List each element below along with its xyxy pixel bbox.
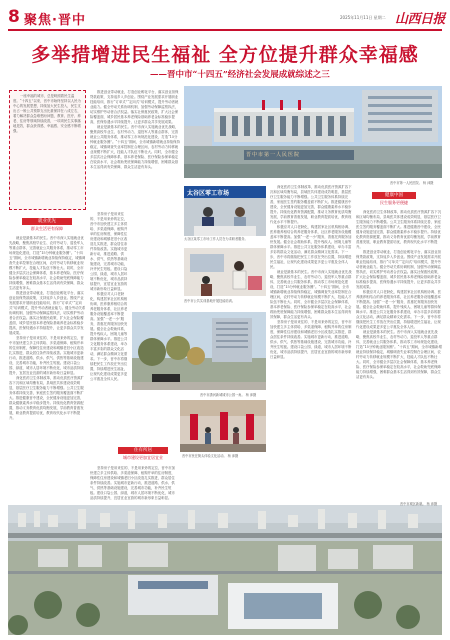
column-4-text: 深化医药卫生体制改革，推动优质医疗资源扩容下沉和区域均衡布局，县域医共体建设成效明显，基层医疗卫生服务能力不断增强。公共卫生服务体系持续完善，家庭医生签约服务覆盖面不断扩大。推进健康晋中建设，全民健身设施更加完善，群众健康素养水平稳步提升。持续优化教育资源配置，推动义务教育优质均衡发展，学前教育普惠发展，职业教育提质培优，教育现代化水平不断提升。 bbox=[356, 210, 441, 249]
article-column-2 bbox=[90, 90, 180, 210]
article-column-4 bbox=[356, 210, 442, 502]
headline-subtitle: ——晋中市“十四五”经济社会发展成就综述之三 bbox=[150, 70, 330, 80]
caption-hospital: 晋中市第一人民医院。 杨 沛摄 bbox=[390, 181, 434, 185]
job-market-scene bbox=[184, 198, 266, 236]
column-2-bottom-text: 坚持房子是用来住的、不是用来炒的定位，晋中市加快建立多主体供给、多渠道保障、租购并举的住房制度，保障性住房建设和城镇老旧小区改造扎实推进，群众居住条件持续改善。实施城市更新行动，推进道路、供水、供气、供热等基础设施建设，完善城市功能，补齐民生短板。建设口袋公园、绿道，城市人居环境不断优化，城市品质持续提升，宜居宜业宜游的城市新形象日益彰显。 bbox=[90, 466, 175, 500]
column-1-text: 就业是最基本的民生。晋中市深入实施就业优先战略，聚焦高校毕业生、农村劳动力、退役军人等重点群体，完善就业公共服务体系，推动零工市场规范化建设，打造“15分钟就业服务圈”。“十四五”期间，全市城镇新增就业持续保持稳定，城镇调查失业率控制在合理区间，农村劳动力转移就业规模不断扩大，技能人才队伍不断壮大。同时，全市健全多层次社会保障体系，基本养老保险、医疗保险参保率稳定在较高水平，社会救助兜底保障能力持续增强，困难群众基本生活得到有效保障，群众生活更有奔头。 bbox=[9, 236, 86, 290]
park-photo bbox=[132, 312, 266, 390]
article-column-3 bbox=[270, 185, 352, 495]
section-title: 聚焦·晋中 bbox=[24, 13, 86, 28]
event-scene bbox=[180, 400, 266, 452]
subhead-employment-label: 就业优先 bbox=[22, 218, 72, 225]
hospital-photo bbox=[184, 86, 442, 178]
caption-aerial: 晋中市城区新貌。 杨 沛摄 bbox=[400, 502, 438, 506]
issue-date: 2025年11月11日 星期二 bbox=[340, 15, 386, 20]
intro-box bbox=[9, 90, 86, 210]
subhead-housing-sub: 城市建设更加宜居宜业 bbox=[123, 455, 163, 460]
page-number: 8 bbox=[8, 7, 20, 27]
job-banner-text: 太谷区零工市场 bbox=[187, 190, 230, 197]
column-1-text-b: 推进创业带动就业，打造创业孵化平台，落实创业担保贷款政策，支持返乡入乡创业。围绕产业发展需求开展职业技能培训，推行“订单式”“定向式”培训模式，提升劳动者就业能力。健全劳动关系协调机制，加强劳动保障监察执法，切实维护劳动者合法权益。落实社保惠民政策，扩大社会保险覆盖面，城乡居民基本养老保险基础养老金标准稳步提高，医保待遇水平持续提升，让更多群众共享发展成果。 bbox=[9, 291, 86, 335]
column-3-text-d: 坚持房子是用来住的、不是用来炒的定位，晋中市加快建立多主体供给、多渠道保障、租购并举的住房制度，保障性住房建设和城镇老旧小区改造扎实推进，群众居住条件持续改善。实施城市更新行动，推进道路、供水、供气、供热等基础设施建设，完善城市功能，补齐民生短板。建设口袋公园、绿道，城市人居环境不断优化，城市品质持续提升，宜居宜业宜游的城市新形象日益彰显。 bbox=[270, 320, 352, 359]
headline: 多举措增进民生福祉 全方位提升群众幸福感 bbox=[31, 44, 419, 66]
column-2-text: 推进创业带动就业，打造创业孵化平台，落实创业担保贷款政策，支持返乡入乡创业。围绕产业发展需求开展职业技能培训，推行“订单式”“定向式”培训模式，提升劳动者就业能力。健全劳动关系协调机制，加强劳动保障监察执法，切实维护劳动者合法权益。落实社保惠民政策，扩大社会保险覆盖面，城乡居民基本养老保险基础养老金标准稳步提高，医保待遇水平持续提升，让更多群众共享发展成果。 bbox=[90, 90, 179, 124]
article-column-2-bottom bbox=[90, 466, 178, 502]
subhead-health bbox=[372, 192, 416, 206]
column-1-text-c: 坚持房子是用来住的、不是用来炒的定位，晋中市加快建立多主体供给、多渠道保障、租购并举的住房制度，保障性住房建设和城镇老旧小区改造扎实推进，群众居住条件持续改善。实施城市更新行动，推进道路、供水、供气、供热等基础设施建设，完善城市功能，补齐民生短板。建设口袋公园、绿道，城市人居环境不断优化，城市品质持续提升，宜居宜业宜游的城市新形象日益彰显。 bbox=[9, 336, 84, 375]
hospital-illustration bbox=[184, 86, 442, 178]
subhead-health-label: 健康中国 bbox=[372, 192, 416, 199]
caption-training: 晋中市公共实训基地开展技能培训。 bbox=[184, 299, 235, 303]
column-2-text-b: 就业是最基本的民生。晋中市深入实施就业优先战略，聚焦高校毕业生、农村劳动力、退役军人等重点群体，完善就业公共服务体系，推动零工市场规范化建设，打造“15分钟就业服务圈”。“十四五”期间，全市城镇新增就业持续保持稳定，城镇调查失业率控制在合理区间，农村劳动力转移就业规模不断扩大，技能人才队伍不断壮大。同时，全市健全多层次社会保障体系，基本养老保险、医疗保险参保率稳定在较高水平，社会救助兜底保障能力持续增强，困难群众基本生活得到有效保障，群众生活更有奔头。 bbox=[90, 125, 180, 169]
column-3-text-c: 就业是最基本的民生。晋中市深入实施就业优先战略，聚焦高校毕业生、农村劳动力、退役军人等重点群体，完善就业公共服务体系，推动零工市场规范化建设，打造“15分钟就业服务圈”。“十四五”期间，全市城镇新增就业持续保持稳定，城镇调查失业率控制在合理区间，农村劳动力转移就业规模不断扩大，技能人才队伍不断壮大。同时，全市健全多层次社会保障体系，基本养老保险、医疗保险参保率稳定在较高水平，社会救助兜底保障能力持续增强，困难群众基本生活得到有效保障，群众生活更有奔头。 bbox=[270, 270, 352, 319]
column-1-text-d: 深化医药卫生体制改革，推动优质医疗资源扩容下沉和区域均衡布局，县域医共体建设成效明显，基层医疗卫生服务能力不断增强。公共卫生服务体系持续完善，家庭医生签约服务覆盖面不断扩大。推进健康晋中建设，全民健身设施更加完善，群众健康素养水平稳步提升。持续优化教育资源配置，推动义务教育优质均衡发展，学前教育普惠发展，职业教育提质培优，教育现代化水平不断提升。 bbox=[9, 376, 84, 420]
hospital-sign: 晋中市第一人民医院 bbox=[246, 152, 301, 158]
event-photo bbox=[180, 400, 266, 452]
park-scene bbox=[132, 312, 266, 390]
article-column-2-lower bbox=[90, 212, 130, 442]
column-2-lower-text-b: 积极应对人口老龄化，构建居家社区机构相协调、医养康养相结合的养老服务体系，社区养老服务设施覆盖率不断提高。加强“一老一小”服务，普惠托育服务加快发展。健全社会救助体系，提升残疾人、困境儿童等群体保障水平。推进公共文化服务体系建设，举办丰富多彩的群众文化活动，满足群众精神文化需求。下一步，晋中市将继续把民生工作放在突出位置，持续增进民生福祉，让现代化建设成果更多更公平惠及全体人民。 bbox=[90, 292, 128, 381]
job-market-photo bbox=[184, 186, 266, 236]
intro-text: 一座幸福的城市，总是映照着民生温度。“十四五”以来，晋中市始终坚持以人民为中心的发展思想，持续加大民生投入，民生支出占一般公共预算支出比重保持在八成左右，着力解决群众急难愁盼问题，教育、医疗、养老、住房等领域持续改善，一项项民生实事落地见效，群众获得感、幸福感、安全感不断增强。 bbox=[13, 94, 81, 133]
aerial-city-photo bbox=[8, 505, 442, 635]
header-rule bbox=[8, 29, 442, 31]
newspaper-logo: 山西日报 bbox=[395, 12, 446, 27]
subhead-health-sub: 民生服务更便捷 bbox=[380, 200, 408, 205]
subhead-housing-label: 住有所居 bbox=[118, 447, 168, 454]
training-photo bbox=[184, 248, 266, 296]
aerial-city-scene bbox=[8, 505, 442, 635]
caption-job-market: 太谷区某零工市场工作人员在为求职者服务。 bbox=[184, 237, 248, 241]
column-2-lower-text: 坚持房子是用来住的、不是用来炒的定位，晋中市加快建立多主体供给、多渠道保障、租购并举的住房制度，保障性住房建设和城镇老旧小区改造扎实推进，群众居住条件持续改善。实施城市更新行动，推进道路、供水、供气、供热等基础设施建设，完善城市功能，补齐民生短板。建设口袋公园、绿道，城市人居环境不断优化，城市品质持续提升，宜居宜业宜游的城市新形象日益彰显。 bbox=[90, 212, 128, 291]
column-4-text-d: 就业是最基本的民生。晋中市深入实施就业优先战略，聚焦高校毕业生、农村劳动力、退役军人等重点群体，完善就业公共服务体系，推动零工市场规范化建设，打造“15分钟就业服务圈”。“十四五”期间，全市城镇新增就业持续保持稳定，城镇调查失业率控制在合理区间，农村劳动力转移就业规模不断扩大，技能人才队伍不断壮大。同时，全市健全多层次社会保障体系，基本养老保险、医疗保险参保率稳定在较高水平，社会救助兜底保障能力持续增强，困难群众基本生活得到有效保障，群众生活更有奔头。 bbox=[356, 330, 442, 379]
subhead-employment bbox=[22, 218, 72, 232]
caption-event: 晋中市民在街头体验文化活动。 杨 沛摄 bbox=[182, 454, 239, 458]
column-4-text-b: 推进创业带动就业，打造创业孵化平台，落实创业担保贷款政策，支持返乡入乡创业。围绕产业发展需求开展职业技能培训，推行“订单式”“定向式”培训模式，提升劳动者就业能力。健全劳动关系协调机制，加强劳动保障监察执法，切实维护劳动者合法权益。落实社保惠民政策，扩大社会保险覆盖面，城乡居民基本养老保险基础养老金标准稳步提高，医保待遇水平持续提升，让更多群众共享发展成果。 bbox=[356, 250, 441, 289]
training-scene bbox=[184, 248, 266, 296]
subhead-employment-sub: 群众生活更有保障 bbox=[31, 226, 63, 231]
caption-park: 晋中市潇河新城城市公园一角。 杨 沛摄 bbox=[200, 393, 257, 397]
column-3-text: 深化医药卫生体制改革，推动优质医疗资源扩容下沉和区域均衡布局，县域医共体建设成效明显，基层医疗卫生服务能力不断增强。公共卫生服务体系持续完善，家庭医生签约服务覆盖面不断扩大。推进健康晋中建设，全民健身设施更加完善，群众健康素养水平稳步提升。持续优化教育资源配置，推动义务教育优质均衡发展，学前教育普惠发展，职业教育提质培优，教育现代化水平不断提升。 bbox=[270, 185, 352, 224]
column-4-text-c: 积极应对人口老龄化，构建居家社区机构相协调、医养康养相结合的养老服务体系，社区养老服务设施覆盖率不断提高。加强“一老一小”服务，普惠托育服务加快发展。健全社会救助体系，提升残疾人、困境儿童等群体保障水平。推进公共文化服务体系建设，举办丰富多彩的群众文化活动，满足群众精神文化需求。下一步，晋中市将继续把民生工作放在突出位置，持续增进民生福祉，让现代化建设成果更多更公平惠及全体人民。 bbox=[356, 290, 441, 329]
subhead-housing bbox=[118, 447, 168, 461]
column-3-text-b: 积极应对人口老龄化，构建居家社区机构相协调、医养康养相结合的养老服务体系，社区养老服务设施覆盖率不断提高。加强“一老一小”服务，普惠托育服务加快发展。健全社会救助体系，提升残疾人、困境儿童等群体保障水平。推进公共文化服务体系建设，举办丰富多彩的群众文化活动，满足群众精神文化需求。下一步，晋中市将继续把民生工作放在突出位置，持续增进民生福祉，让现代化建设成果更多更公平惠及全体人民。 bbox=[270, 225, 352, 269]
